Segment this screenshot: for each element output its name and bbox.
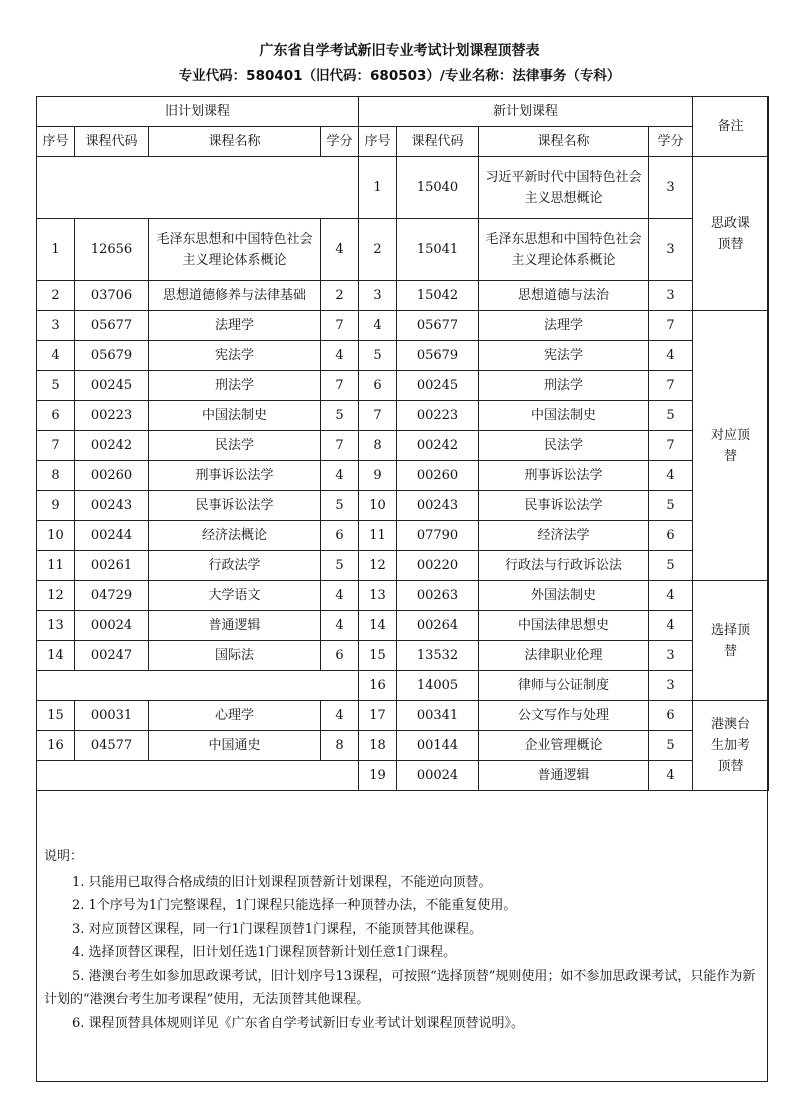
page-subtitle: 专业代码：580401（旧代码：680503）/专业名称：法律事务（专科）: [178, 68, 621, 84]
new-seq-cell: 5: [359, 341, 397, 371]
new-code-cell: 00223: [397, 401, 479, 431]
col-seq-new: 序号: [359, 127, 397, 157]
remark-cell: 对应顶替: [693, 311, 769, 581]
new-seq-cell: 4: [359, 311, 397, 341]
new-name-cell: 思想道德与法治: [479, 281, 649, 311]
old-code-cell: 03706: [75, 281, 149, 311]
table-row: [37, 641, 769, 671]
old-code-cell: 00261: [75, 551, 149, 581]
old-credit-cell: 5: [321, 491, 359, 521]
old-seq-cell: 9: [37, 491, 75, 521]
new-seq-cell: 18: [359, 731, 397, 761]
old-code-cell: 00244: [75, 521, 149, 551]
new-code-cell: 05677: [397, 311, 479, 341]
old-code-cell: 00031: [75, 701, 149, 731]
old-name-cell: 思想道德修养与法律基础: [149, 281, 321, 311]
new-credit-cell: 5: [649, 731, 693, 761]
col-seq-old: 序号: [37, 127, 75, 157]
old-code-cell: 04729: [75, 581, 149, 611]
old-name-cell: 中国通史: [149, 731, 321, 761]
new-credit-cell: 3: [649, 157, 693, 219]
new-seq-cell: 7: [359, 401, 397, 431]
old-credit-cell: 4: [321, 219, 359, 281]
old-empty-cell: [37, 671, 359, 701]
new-name-cell: 毛泽东思想和中国特色社会主义理论体系概论: [479, 219, 649, 281]
remark-cell: 港澳台生加考顶替: [693, 701, 769, 791]
table-row: [37, 157, 769, 219]
course-substitution-table: [36, 96, 769, 791]
col-name-old: 课程名称: [149, 127, 321, 157]
old-seq-cell: 1: [37, 219, 75, 281]
old-seq-cell: 13: [37, 611, 75, 641]
old-name-cell: 民法学: [149, 431, 321, 461]
new-credit-cell: 3: [649, 641, 693, 671]
table-row: [37, 611, 769, 641]
new-credit-cell: 6: [649, 701, 693, 731]
new-name-cell: 民法学: [479, 431, 649, 461]
old-name-cell: 刑事诉讼法学: [149, 461, 321, 491]
new-seq-cell: 2: [359, 219, 397, 281]
new-seq-cell: 3: [359, 281, 397, 311]
new-credit-cell: 3: [649, 671, 693, 701]
new-name-cell: 刑事诉讼法学: [479, 461, 649, 491]
new-name-cell: 中国法制史: [479, 401, 649, 431]
new-code-cell: 00220: [397, 551, 479, 581]
old-credit-cell: 4: [321, 611, 359, 641]
new-credit-cell: 4: [649, 581, 693, 611]
old-credit-cell: 6: [321, 521, 359, 551]
old-credit-cell: 7: [321, 371, 359, 401]
old-credit-cell: 7: [321, 311, 359, 341]
new-credit-cell: 4: [649, 341, 693, 371]
table-row: [37, 371, 769, 401]
old-code-cell: 05679: [75, 341, 149, 371]
old-credit-cell: 7: [321, 431, 359, 461]
new-name-cell: 律师与公证制度: [479, 671, 649, 701]
new-seq-cell: 11: [359, 521, 397, 551]
new-seq-cell: 14: [359, 611, 397, 641]
new-name-cell: 行政法与行政诉讼法: [479, 551, 649, 581]
new-credit-cell: 4: [649, 611, 693, 641]
table-row: [37, 341, 769, 371]
new-name-cell: 民事诉讼法学: [479, 491, 649, 521]
note-item: 5. 港澳台考生如参加思政课考试，旧计划序号13课程，可按照“选择顶替”规则使用；如不参加思政课考试，只能作为新计划的“港澳台考生加考课程”使用，无法顶替其他课程。: [44, 968, 756, 1007]
new-credit-cell: 6: [649, 521, 693, 551]
old-credit-cell: 4: [321, 461, 359, 491]
new-seq-cell: 19: [359, 761, 397, 791]
new-code-cell: 00260: [397, 461, 479, 491]
note-item: 2. 1个序号为1门完整课程，1门课程只能选择一种顶替办法，不能重复使用。: [72, 898, 517, 913]
new-code-cell: 15042: [397, 281, 479, 311]
new-seq-cell: 17: [359, 701, 397, 731]
old-seq-cell: 15: [37, 701, 75, 731]
old-seq-cell: 5: [37, 371, 75, 401]
note-item: 6. 课程顶替具体规则详见《广东省自学考试新旧专业考试计划课程顶替说明》。: [72, 1015, 525, 1031]
new-credit-cell: 3: [649, 219, 693, 281]
table-row: [37, 581, 769, 611]
new-credit-cell: 4: [649, 761, 693, 791]
col-code-new: 课程代码: [397, 127, 479, 157]
new-code-cell: 00341: [397, 701, 479, 731]
new-seq-cell: 13: [359, 581, 397, 611]
new-seq-cell: 8: [359, 431, 397, 461]
old-credit-cell: 4: [321, 701, 359, 731]
note-item: 1. 只能用已取得合格成绩的旧计划课程顶替新计划课程，不能逆向顶替。: [72, 874, 492, 890]
old-code-cell: 00260: [75, 461, 149, 491]
remark-header: 备注: [693, 97, 769, 157]
new-seq-cell: 1: [359, 157, 397, 219]
old-code-cell: 04577: [75, 731, 149, 761]
new-code-cell: 05679: [397, 341, 479, 371]
new-code-cell: 15040: [397, 157, 479, 219]
old-name-cell: 行政法学: [149, 551, 321, 581]
old-seq-cell: 2: [37, 281, 75, 311]
table-row: [37, 731, 769, 761]
old-plan-header: 旧计划课程: [37, 97, 359, 127]
new-code-cell: 13532: [397, 641, 479, 671]
old-name-cell: 刑法学: [149, 371, 321, 401]
old-seq-cell: 11: [37, 551, 75, 581]
table-row: [37, 491, 769, 521]
new-code-cell: 14005: [397, 671, 479, 701]
new-code-cell: 07790: [397, 521, 479, 551]
note-item: 4. 选择顶替区课程，旧计划任选1门课程顶替新计划任意1门课程。: [72, 945, 457, 960]
new-credit-cell: 4: [649, 461, 693, 491]
new-name-cell: 外国法制史: [479, 581, 649, 611]
table-row: [37, 701, 769, 731]
remark-cell: 思政课顶替: [693, 157, 769, 311]
new-seq-cell: 16: [359, 671, 397, 701]
new-code-cell: 15041: [397, 219, 479, 281]
new-name-cell: 普通逻辑: [479, 761, 649, 791]
new-name-cell: 经济法学: [479, 521, 649, 551]
old-name-cell: 民事诉讼法学: [149, 491, 321, 521]
old-code-cell: 00024: [75, 611, 149, 641]
old-code-cell: 00223: [75, 401, 149, 431]
old-name-cell: 宪法学: [149, 341, 321, 371]
new-name-cell: 法理学: [479, 311, 649, 341]
old-seq-cell: 16: [37, 731, 75, 761]
table-row: [37, 761, 769, 791]
old-code-cell: 00243: [75, 491, 149, 521]
new-name-cell: 宪法学: [479, 341, 649, 371]
new-credit-cell: 5: [649, 401, 693, 431]
old-name-cell: 中国法制史: [149, 401, 321, 431]
old-code-cell: 00242: [75, 431, 149, 461]
new-seq-cell: 10: [359, 491, 397, 521]
old-seq-cell: 7: [37, 431, 75, 461]
col-name-new: 课程名称: [479, 127, 649, 157]
new-name-cell: 刑法学: [479, 371, 649, 401]
col-code-old: 课程代码: [75, 127, 149, 157]
old-credit-cell: 8: [321, 731, 359, 761]
note-item: 3. 对应顶替区课程，同一行1门课程顶替1门课程，不能顶替其他课程。: [72, 921, 483, 937]
old-name-cell: 心理学: [149, 701, 321, 731]
old-credit-cell: 4: [321, 581, 359, 611]
table-row: [37, 431, 769, 461]
old-name-cell: 普通逻辑: [149, 611, 321, 641]
new-code-cell: 00263: [397, 581, 479, 611]
col-credit-old: 学分: [321, 127, 359, 157]
new-code-cell: 00243: [397, 491, 479, 521]
old-credit-cell: 2: [321, 281, 359, 311]
col-credit-new: 学分: [649, 127, 693, 157]
old-name-cell: 法理学: [149, 311, 321, 341]
table-row: [37, 281, 769, 311]
old-name-cell: 毛泽东思想和中国特色社会主义理论体系概论: [149, 219, 321, 281]
remark-cell: 选择顶替: [693, 581, 769, 701]
new-plan-header: 新计划课程: [359, 97, 693, 127]
old-name-cell: 大学语文: [149, 581, 321, 611]
old-empty-cell: [37, 761, 359, 791]
table-row: [37, 311, 769, 341]
new-name-cell: 企业管理概论: [479, 731, 649, 761]
old-seq-cell: 10: [37, 521, 75, 551]
new-credit-cell: 3: [649, 281, 693, 311]
old-name-cell: 国际法: [149, 641, 321, 671]
old-seq-cell: 12: [37, 581, 75, 611]
old-code-cell: 00247: [75, 641, 149, 671]
new-code-cell: 00264: [397, 611, 479, 641]
old-empty-cell: [37, 157, 359, 219]
new-seq-cell: 6: [359, 371, 397, 401]
old-seq-cell: 6: [37, 401, 75, 431]
old-credit-cell: 5: [321, 401, 359, 431]
new-credit-cell: 5: [649, 491, 693, 521]
new-name-cell: 习近平新时代中国特色社会主义思想概论: [479, 157, 649, 219]
new-code-cell: 00245: [397, 371, 479, 401]
old-credit-cell: 4: [321, 341, 359, 371]
new-code-cell: 00242: [397, 431, 479, 461]
notes-heading: 说明：: [44, 849, 84, 864]
new-name-cell: 法律职业伦理: [479, 641, 649, 671]
old-seq-cell: 8: [37, 461, 75, 491]
table-row: [37, 461, 769, 491]
new-name-cell: 中国法律思想史: [479, 611, 649, 641]
old-seq-cell: 14: [37, 641, 75, 671]
table-row: [37, 671, 769, 701]
old-seq-cell: 3: [37, 311, 75, 341]
new-credit-cell: 7: [649, 431, 693, 461]
old-credit-cell: 6: [321, 641, 359, 671]
notes-section: [44, 845, 760, 1035]
page-title: 广东省自学考试新旧专业考试计划课程顶替表: [259, 43, 540, 59]
new-code-cell: 00144: [397, 731, 479, 761]
new-name-cell: 公文写作与处理: [479, 701, 649, 731]
old-code-cell: 05677: [75, 311, 149, 341]
table-row: [37, 551, 769, 581]
new-seq-cell: 9: [359, 461, 397, 491]
table-row: [37, 401, 769, 431]
old-seq-cell: 4: [37, 341, 75, 371]
old-name-cell: 经济法概论: [149, 521, 321, 551]
table-row: [37, 219, 769, 281]
new-code-cell: 00024: [397, 761, 479, 791]
new-credit-cell: 5: [649, 551, 693, 581]
old-credit-cell: 5: [321, 551, 359, 581]
table-row: [37, 521, 769, 551]
old-code-cell: 12656: [75, 219, 149, 281]
new-credit-cell: 7: [649, 371, 693, 401]
new-seq-cell: 12: [359, 551, 397, 581]
old-code-cell: 00245: [75, 371, 149, 401]
new-seq-cell: 15: [359, 641, 397, 671]
new-credit-cell: 7: [649, 311, 693, 341]
